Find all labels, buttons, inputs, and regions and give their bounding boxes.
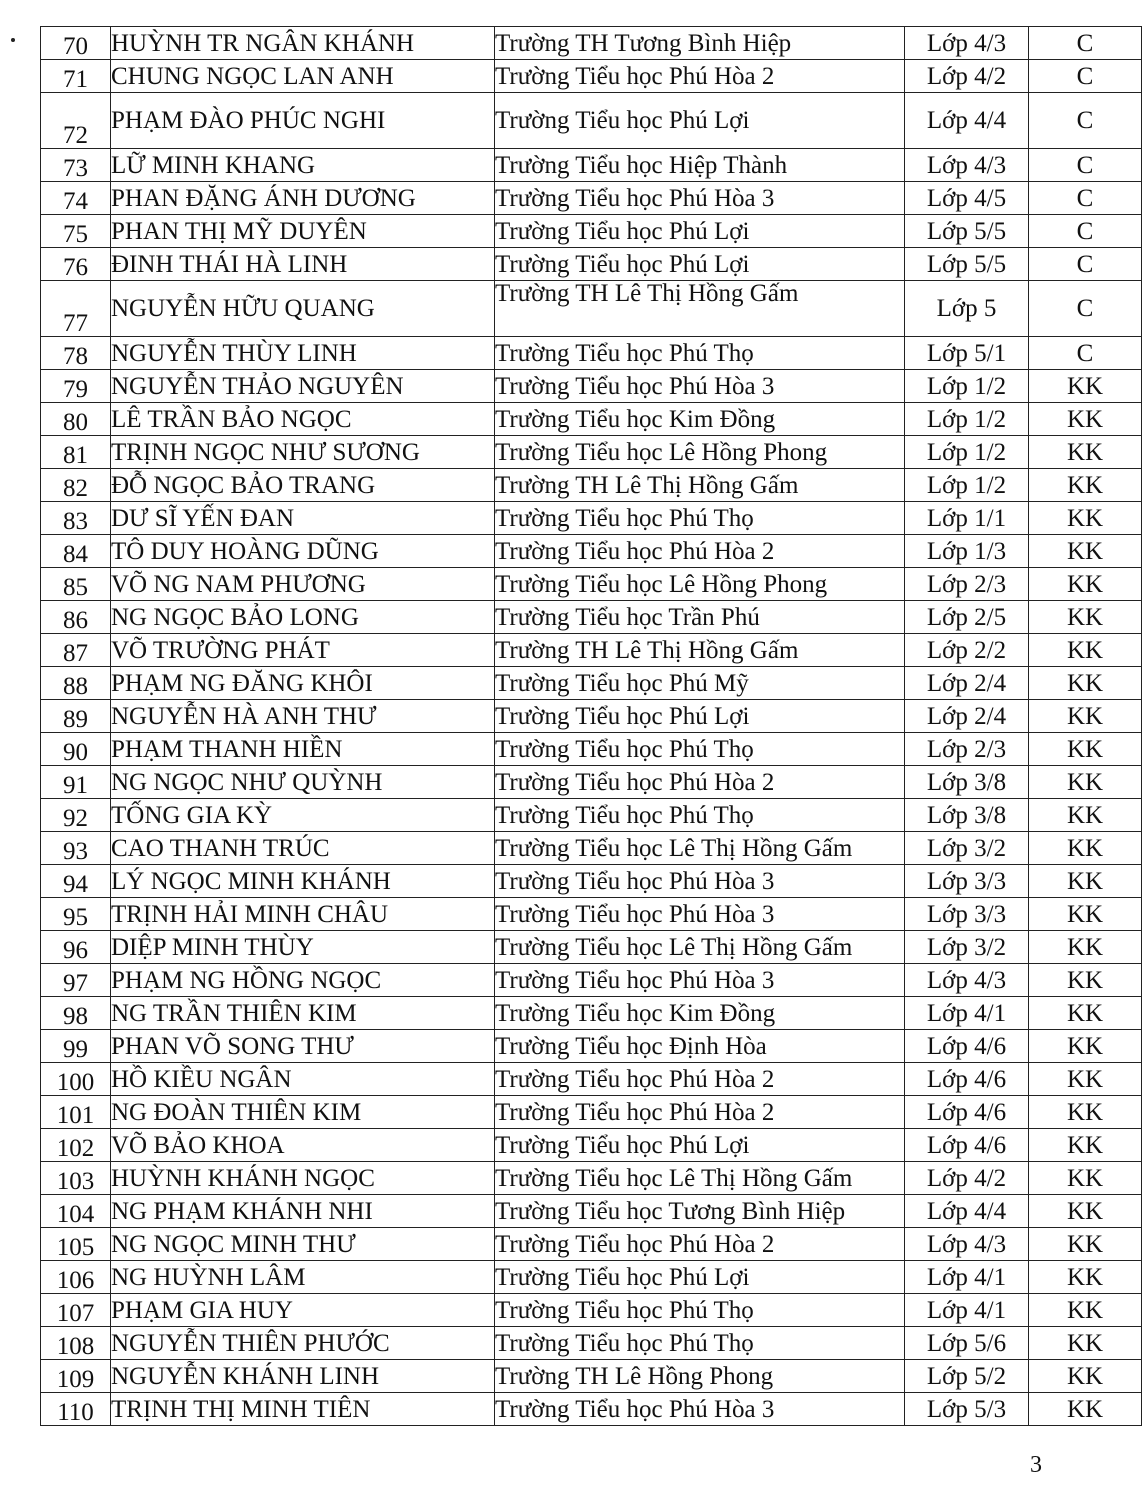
- row-number: 96: [41, 931, 111, 964]
- student-name: TRỊNH THỊ MINH TIÊN: [111, 1393, 495, 1426]
- table-row: [41, 733, 1142, 766]
- award-grade: KK: [1029, 502, 1142, 535]
- row-number: 82: [41, 469, 111, 502]
- school-name: Trường Tiểu học Lê Hồng Phong: [495, 436, 905, 469]
- school-name: Trường Tiểu học Phú Hòa 2: [495, 535, 905, 568]
- row-number: 89: [41, 700, 111, 733]
- class-name: Lớp 1/2: [905, 436, 1029, 469]
- student-name: PHAN THỊ MỸ DUYÊN: [111, 215, 495, 248]
- school-name: Trường Tiểu học Phú Lợi: [495, 1261, 905, 1294]
- award-grade: KK: [1029, 568, 1142, 601]
- award-grade: KK: [1029, 865, 1142, 898]
- award-grade: KK: [1029, 964, 1142, 997]
- school-name: Trường Tiểu học Phú Lợi: [495, 93, 905, 149]
- row-number: 81: [41, 436, 111, 469]
- school-name: Trường Tiểu học Phú Hòa 2: [495, 1063, 905, 1096]
- student-name: LÝ NGỌC MINH KHÁNH: [111, 865, 495, 898]
- class-name: Lớp 4/1: [905, 997, 1029, 1030]
- table-row: [41, 1360, 1142, 1393]
- table-row: [41, 337, 1142, 370]
- award-grade: KK: [1029, 898, 1142, 931]
- table-row: [41, 1096, 1142, 1129]
- table-row: [41, 964, 1142, 997]
- award-grade: KK: [1029, 1195, 1142, 1228]
- award-grade: KK: [1029, 1294, 1142, 1327]
- row-number: 93: [41, 832, 111, 865]
- row-number: 105: [41, 1228, 111, 1261]
- class-name: Lớp 3/2: [905, 832, 1029, 865]
- class-name: Lớp 5: [905, 281, 1029, 337]
- table-row: [41, 60, 1142, 93]
- row-number: 106: [41, 1261, 111, 1294]
- table-row: [41, 281, 1142, 337]
- class-name: Lớp 5/5: [905, 248, 1029, 281]
- school-name: Trường Tiểu học Phú Hòa 3: [495, 964, 905, 997]
- class-name: Lớp 1/1: [905, 502, 1029, 535]
- row-number: 71: [41, 60, 111, 93]
- table-row: [41, 898, 1142, 931]
- student-name: NG NGỌC NHƯ QUỲNH: [111, 766, 495, 799]
- class-name: Lớp 5/5: [905, 215, 1029, 248]
- award-grade: KK: [1029, 1030, 1142, 1063]
- award-grade: KK: [1029, 931, 1142, 964]
- student-name: ĐỖ NGỌC BẢO TRANG: [111, 469, 495, 502]
- class-name: Lớp 2/2: [905, 634, 1029, 667]
- class-name: Lớp 1/2: [905, 403, 1029, 436]
- award-grade: C: [1029, 182, 1142, 215]
- table-row: [41, 502, 1142, 535]
- class-name: Lớp 4/6: [905, 1096, 1029, 1129]
- student-name: NG TRẦN THIÊN KIM: [111, 997, 495, 1030]
- student-name: TỐNG GIA KỲ: [111, 799, 495, 832]
- row-number: 107: [41, 1294, 111, 1327]
- award-grade: KK: [1029, 1063, 1142, 1096]
- class-name: Lớp 4/3: [905, 149, 1029, 182]
- row-number: 101: [41, 1096, 111, 1129]
- award-grade: KK: [1029, 700, 1142, 733]
- school-name: Trường Tiểu học Phú Hòa 2: [495, 60, 905, 93]
- award-grade: C: [1029, 27, 1142, 60]
- student-name: NGUYỄN HỮU QUANG: [111, 281, 495, 337]
- school-name: Trường TH Lê Thị Hồng Gấm: [495, 634, 905, 667]
- award-grade: KK: [1029, 436, 1142, 469]
- award-grade: KK: [1029, 535, 1142, 568]
- table-row: [41, 568, 1142, 601]
- table-row: [41, 1129, 1142, 1162]
- row-number: 75: [41, 215, 111, 248]
- award-grade: KK: [1029, 1261, 1142, 1294]
- row-number: 94: [41, 865, 111, 898]
- row-number: 92: [41, 799, 111, 832]
- row-number: 97: [41, 964, 111, 997]
- award-grade: C: [1029, 60, 1142, 93]
- school-name: Trường Tiểu học Tương Bình Hiệp: [495, 1195, 905, 1228]
- row-number: 110: [41, 1393, 111, 1426]
- student-name: NGUYỄN KHÁNH LINH: [111, 1360, 495, 1393]
- class-name: Lớp 4/2: [905, 1162, 1029, 1195]
- student-name: PHAN ĐẶNG ÁNH DƯƠNG: [111, 182, 495, 215]
- class-name: Lớp 5/3: [905, 1393, 1029, 1426]
- student-name: DƯ SĨ YẾN ĐAN: [111, 502, 495, 535]
- class-name: Lớp 4/2: [905, 60, 1029, 93]
- school-name: Trường TH Lê Thị Hồng Gấm: [495, 281, 905, 337]
- class-name: Lớp 3/8: [905, 766, 1029, 799]
- award-grade: KK: [1029, 601, 1142, 634]
- table-row: [41, 700, 1142, 733]
- row-number: 77: [41, 281, 111, 337]
- table-row: [41, 931, 1142, 964]
- award-grade: KK: [1029, 832, 1142, 865]
- school-name: Trường Tiểu học Lê Thị Hồng Gấm: [495, 931, 905, 964]
- class-name: Lớp 4/6: [905, 1030, 1029, 1063]
- student-name: PHAN VÕ SONG THƯ: [111, 1030, 495, 1063]
- class-name: Lớp 4/3: [905, 1228, 1029, 1261]
- row-number: 108: [41, 1327, 111, 1360]
- award-grade: C: [1029, 93, 1142, 149]
- row-number: 80: [41, 403, 111, 436]
- award-grade: KK: [1029, 1393, 1142, 1426]
- row-number: 91: [41, 766, 111, 799]
- class-name: Lớp 3/3: [905, 865, 1029, 898]
- award-grade: KK: [1029, 370, 1142, 403]
- student-name: CAO THANH TRÚC: [111, 832, 495, 865]
- table-row: [41, 27, 1142, 60]
- student-name: HUỲNH KHÁNH NGỌC: [111, 1162, 495, 1195]
- student-name: PHẠM ĐÀO PHÚC NGHI: [111, 93, 495, 149]
- table-row: [41, 469, 1142, 502]
- school-name: Trường Tiểu học Phú Thọ: [495, 1294, 905, 1327]
- row-number: 72: [41, 93, 111, 149]
- student-name: NG PHẠM KHÁNH NHI: [111, 1195, 495, 1228]
- school-name: Trường Tiểu học Lê Hồng Phong: [495, 568, 905, 601]
- student-name: ĐINH THÁI HÀ LINH: [111, 248, 495, 281]
- student-name: VÕ TRƯỜNG PHÁT: [111, 634, 495, 667]
- school-name: Trường TH Lê Thị Hồng Gấm: [495, 469, 905, 502]
- student-name: DIỆP MINH THÙY: [111, 931, 495, 964]
- school-name: Trường Tiểu học Kim Đồng: [495, 997, 905, 1030]
- award-grade: KK: [1029, 1327, 1142, 1360]
- student-name: CHUNG NGỌC LAN ANH: [111, 60, 495, 93]
- table-row: [41, 182, 1142, 215]
- award-grade: C: [1029, 149, 1142, 182]
- school-name: Trường Tiểu học Phú Thọ: [495, 733, 905, 766]
- award-grade: C: [1029, 248, 1142, 281]
- row-number: 87: [41, 634, 111, 667]
- school-name: Trường Tiểu học Phú Thọ: [495, 337, 905, 370]
- table-row: [41, 535, 1142, 568]
- table-row: [41, 1261, 1142, 1294]
- class-name: Lớp 4/3: [905, 27, 1029, 60]
- school-name: Trường Tiểu học Phú Hòa 2: [495, 1096, 905, 1129]
- school-name: Trường Tiểu học Phú Lợi: [495, 248, 905, 281]
- student-name: TRỊNH NGỌC NHƯ SƯƠNG: [111, 436, 495, 469]
- school-name: Trường TH Lê Hồng Phong: [495, 1360, 905, 1393]
- school-name: Trường Tiểu học Hiệp Thành: [495, 149, 905, 182]
- student-name: NG HUỲNH LÂM: [111, 1261, 495, 1294]
- class-name: Lớp 4/3: [905, 964, 1029, 997]
- school-name: Trường Tiểu học Trần Phú: [495, 601, 905, 634]
- school-name: Trường Tiểu học Phú Mỹ: [495, 667, 905, 700]
- table-row: [41, 149, 1142, 182]
- class-name: Lớp 3/3: [905, 898, 1029, 931]
- student-name: HỒ KIỀU NGÂN: [111, 1063, 495, 1096]
- table-row: [41, 1195, 1142, 1228]
- margin-mark: [11, 38, 15, 42]
- school-name: Trường Tiểu học Phú Hòa 3: [495, 1393, 905, 1426]
- row-number: 83: [41, 502, 111, 535]
- table-row: [41, 1063, 1142, 1096]
- student-name: PHẠM NG ĐĂNG KHÔI: [111, 667, 495, 700]
- row-number: 84: [41, 535, 111, 568]
- row-number: 98: [41, 997, 111, 1030]
- school-name: Trường Tiểu học Phú Thọ: [495, 1327, 905, 1360]
- table-row: [41, 1327, 1142, 1360]
- student-name: TRỊNH HẢI MINH CHÂU: [111, 898, 495, 931]
- school-name: Trường Tiểu học Phú Lợi: [495, 1129, 905, 1162]
- student-name: NGUYỄN HÀ ANH THƯ: [111, 700, 495, 733]
- row-number: 78: [41, 337, 111, 370]
- award-grade: C: [1029, 281, 1142, 337]
- table-row: [41, 1162, 1142, 1195]
- row-number: 79: [41, 370, 111, 403]
- table-row: [41, 1030, 1142, 1063]
- student-name: NGUYỄN THẢO NGUYÊN: [111, 370, 495, 403]
- row-number: 102: [41, 1129, 111, 1162]
- row-number: 74: [41, 182, 111, 215]
- student-name: NG NGỌC MINH THƯ: [111, 1228, 495, 1261]
- row-number: 99: [41, 1030, 111, 1063]
- table-row: [41, 1228, 1142, 1261]
- award-grade: C: [1029, 215, 1142, 248]
- student-name: NG ĐOÀN THIÊN KIM: [111, 1096, 495, 1129]
- class-name: Lớp 4/6: [905, 1063, 1029, 1096]
- class-name: Lớp 4/4: [905, 1195, 1029, 1228]
- student-name: PHẠM THANH HIỀN: [111, 733, 495, 766]
- award-grade: KK: [1029, 1162, 1142, 1195]
- row-number: 103: [41, 1162, 111, 1195]
- student-name: VÕ NG NAM PHƯƠNG: [111, 568, 495, 601]
- row-number: 109: [41, 1360, 111, 1393]
- class-name: Lớp 2/4: [905, 667, 1029, 700]
- row-number: 90: [41, 733, 111, 766]
- school-name: Trường Tiểu học Phú Thọ: [495, 502, 905, 535]
- row-number: 73: [41, 149, 111, 182]
- class-name: Lớp 3/2: [905, 931, 1029, 964]
- row-number: 100: [41, 1063, 111, 1096]
- table-row: [41, 248, 1142, 281]
- award-grade: KK: [1029, 1228, 1142, 1261]
- row-number: 88: [41, 667, 111, 700]
- school-name: Trường Tiểu học Phú Hòa 3: [495, 865, 905, 898]
- class-name: Lớp 4/1: [905, 1294, 1029, 1327]
- table-row: [41, 436, 1142, 469]
- table-row: [41, 93, 1142, 149]
- award-grade: KK: [1029, 403, 1142, 436]
- school-name: Trường Tiểu học Lê Thị Hồng Gấm: [495, 1162, 905, 1195]
- class-name: Lớp 5/2: [905, 1360, 1029, 1393]
- table-row: [41, 601, 1142, 634]
- table-row: [41, 832, 1142, 865]
- table-row: [41, 403, 1142, 436]
- table-row: [41, 215, 1142, 248]
- school-name: Trường Tiểu học Phú Hòa 3: [495, 370, 905, 403]
- school-name: Trường Tiểu học Kim Đồng: [495, 403, 905, 436]
- class-name: Lớp 4/4: [905, 93, 1029, 149]
- row-number: 95: [41, 898, 111, 931]
- class-name: Lớp 1/3: [905, 535, 1029, 568]
- school-name: Trường TH Tương Bình Hiệp: [495, 27, 905, 60]
- class-name: Lớp 4/6: [905, 1129, 1029, 1162]
- school-name: Trường Tiểu học Phú Thọ: [495, 799, 905, 832]
- award-grade: KK: [1029, 733, 1142, 766]
- table-row: [41, 370, 1142, 403]
- table-row: [41, 766, 1142, 799]
- class-name: Lớp 3/8: [905, 799, 1029, 832]
- award-grade: KK: [1029, 799, 1142, 832]
- row-number: 85: [41, 568, 111, 601]
- award-grade: KK: [1029, 1129, 1142, 1162]
- row-number: 76: [41, 248, 111, 281]
- school-name: Trường Tiểu học Phú Hòa 2: [495, 1228, 905, 1261]
- table-row: [41, 997, 1142, 1030]
- school-name: Trường Tiểu học Phú Lợi: [495, 700, 905, 733]
- row-number: 86: [41, 601, 111, 634]
- table-row: [41, 865, 1142, 898]
- table-row: [41, 1294, 1142, 1327]
- student-name: PHẠM GIA HUY: [111, 1294, 495, 1327]
- student-name: LÊ TRẦN BẢO NGỌC: [111, 403, 495, 436]
- row-number: 70: [41, 27, 111, 60]
- award-grade: KK: [1029, 634, 1142, 667]
- table-row: [41, 667, 1142, 700]
- class-name: Lớp 4/1: [905, 1261, 1029, 1294]
- class-name: Lớp 1/2: [905, 370, 1029, 403]
- student-name: NGUYỄN THÙY LINH: [111, 337, 495, 370]
- class-name: Lớp 4/5: [905, 182, 1029, 215]
- student-name: VÕ BẢO KHOA: [111, 1129, 495, 1162]
- row-number: 104: [41, 1195, 111, 1228]
- award-grade: KK: [1029, 667, 1142, 700]
- award-grade: KK: [1029, 766, 1142, 799]
- results-table: [40, 26, 1142, 1426]
- student-name: NG NGỌC BẢO LONG: [111, 601, 495, 634]
- class-name: Lớp 5/6: [905, 1327, 1029, 1360]
- page-number: 3: [1030, 1452, 1042, 1478]
- school-name: Trường Tiểu học Lê Thị Hồng Gấm: [495, 832, 905, 865]
- award-grade: KK: [1029, 1096, 1142, 1129]
- class-name: Lớp 2/3: [905, 568, 1029, 601]
- school-name: Trường Tiểu học Phú Hòa 3: [495, 898, 905, 931]
- class-name: Lớp 5/1: [905, 337, 1029, 370]
- award-grade: C: [1029, 337, 1142, 370]
- award-grade: KK: [1029, 1360, 1142, 1393]
- table-row: [41, 799, 1142, 832]
- student-name: NGUYỄN THIÊN PHƯỚC: [111, 1327, 495, 1360]
- award-grade: KK: [1029, 997, 1142, 1030]
- class-name: Lớp 1/2: [905, 469, 1029, 502]
- school-name: Trường Tiểu học Định Hòa: [495, 1030, 905, 1063]
- school-name: Trường Tiểu học Phú Hòa 3: [495, 182, 905, 215]
- class-name: Lớp 2/5: [905, 601, 1029, 634]
- student-name: HUỲNH TR NGÂN KHÁNH: [111, 27, 495, 60]
- student-name: LỮ MINH KHANG: [111, 149, 495, 182]
- student-name: TÔ DUY HOÀNG DŨNG: [111, 535, 495, 568]
- class-name: Lớp 2/3: [905, 733, 1029, 766]
- table-row: [41, 1393, 1142, 1426]
- class-name: Lớp 2/4: [905, 700, 1029, 733]
- school-name: Trường Tiểu học Phú Hòa 2: [495, 766, 905, 799]
- award-grade: KK: [1029, 469, 1142, 502]
- school-name: Trường Tiểu học Phú Lợi: [495, 215, 905, 248]
- student-name: PHẠM NG HỒNG NGỌC: [111, 964, 495, 997]
- table-row: [41, 634, 1142, 667]
